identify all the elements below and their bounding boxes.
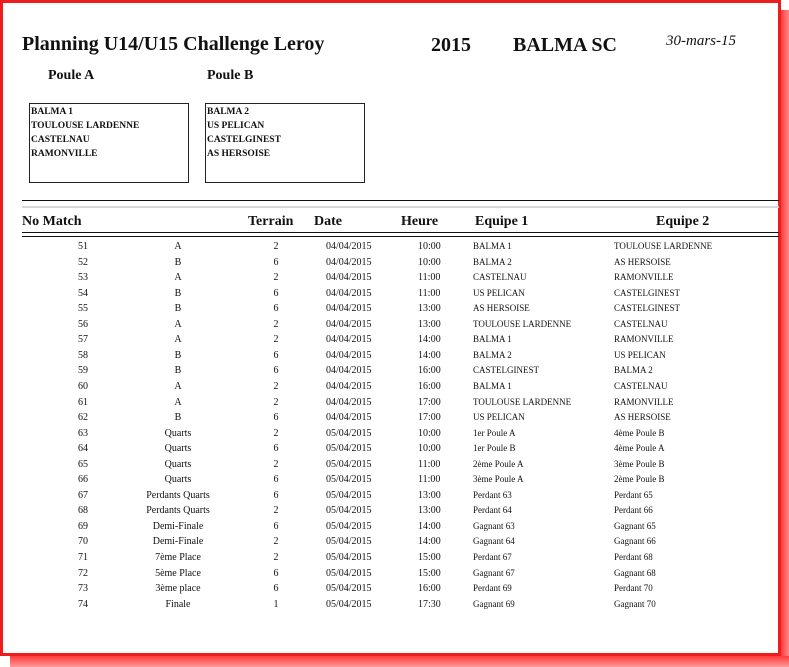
- match-team-2: Gagnant 66: [614, 536, 656, 547]
- match-time: 11:00: [418, 287, 441, 299]
- match-team-1: BALMA 1: [473, 380, 512, 391]
- match-team-1: Perdant 67: [473, 552, 512, 562]
- match-team-1: 3ème Poule A: [473, 474, 524, 485]
- match-terrain: 2: [273, 334, 279, 346]
- match-phase: B: [174, 412, 182, 424]
- match-team-2: TOULOUSE LARDENNE: [614, 241, 713, 251]
- match-time: 10:00: [418, 443, 441, 455]
- match-team-1: Gagnant 67: [473, 567, 515, 578]
- match-date: 04/04/2015: [326, 303, 372, 315]
- match-phase: B: [174, 256, 182, 268]
- match-phase: 3ème place: [155, 583, 201, 595]
- match-date: 05/04/2015: [326, 458, 372, 470]
- match-number: 55: [78, 303, 88, 315]
- match-time: 13:00: [418, 303, 441, 315]
- match-terrain: 2: [273, 380, 279, 392]
- match-number: 67: [78, 489, 88, 501]
- match-terrain: 2: [273, 458, 279, 470]
- match-phase: Quarts: [164, 474, 192, 486]
- match-team-2: 2ème Poule B: [614, 474, 665, 485]
- table-row: [3, 241, 778, 257]
- match-team-2: Gagnant 70: [614, 598, 656, 609]
- match-date: 04/04/2015: [326, 287, 372, 299]
- table-row: [3, 365, 778, 381]
- match-phase: A: [174, 396, 182, 408]
- match-date: 04/04/2015: [326, 272, 372, 284]
- match-team-1: TOULOUSE LARDENNE: [473, 396, 572, 407]
- table-top-rule-shade: [22, 206, 779, 208]
- match-team-1: Perdant 64: [473, 505, 512, 516]
- table-row: [3, 350, 778, 366]
- page-title: Planning U14/U15 Challenge Leroy: [22, 33, 325, 55]
- year-label: 2015: [431, 34, 471, 56]
- col-header-equipe-2: Equipe 2: [656, 214, 710, 229]
- match-team-1: BALMA 2: [473, 349, 512, 360]
- match-team-2: CASTELNAU: [614, 318, 668, 329]
- match-phase: Demi-Finale: [152, 536, 204, 548]
- match-terrain: 6: [273, 256, 279, 268]
- match-team-1: Gagnant 63: [473, 520, 515, 531]
- match-time: 11:00: [418, 458, 441, 470]
- match-team-2: CASTELGINEST: [614, 303, 680, 314]
- match-time: 17:00: [418, 412, 441, 424]
- match-team-1: BALMA 1: [473, 334, 512, 345]
- match-phase: Finale: [165, 598, 191, 610]
- poule-b-team: AS HERSOISE: [207, 149, 271, 159]
- match-time: 17:00: [418, 396, 441, 408]
- match-number: 59: [78, 365, 88, 377]
- match-terrain: 6: [273, 474, 279, 486]
- match-team-1: BALMA 1: [473, 241, 512, 251]
- match-terrain: 6: [273, 365, 279, 377]
- match-time: 10:00: [418, 427, 441, 439]
- table-top-rule: [22, 200, 779, 201]
- match-team-1: Perdant 69: [473, 583, 512, 594]
- match-number: 54: [78, 287, 88, 299]
- match-time: 16:00: [418, 380, 441, 392]
- match-team-2: AS HERSOISE: [614, 256, 671, 267]
- poule-a-heading: Poule A: [48, 68, 95, 83]
- match-phase: B: [174, 349, 182, 361]
- match-phase: Perdants Quarts: [146, 505, 210, 517]
- match-date: 04/04/2015: [326, 365, 372, 377]
- poule-a-team: TOULOUSE LARDENNE: [31, 121, 140, 131]
- match-date: 05/04/2015: [326, 583, 372, 595]
- match-terrain: 2: [273, 396, 279, 408]
- match-phase: Quarts: [164, 458, 192, 470]
- col-header-terrain: Terrain: [248, 214, 294, 229]
- match-time: 17:30: [418, 598, 441, 610]
- col-header-date: Date: [314, 214, 342, 229]
- match-phase: A: [174, 380, 182, 392]
- match-number: 73: [78, 583, 88, 595]
- table-row: [3, 552, 778, 568]
- poule-b-team: CASTELGINEST: [207, 135, 281, 145]
- match-terrain: 6: [273, 349, 279, 361]
- match-phase: 5ème Place: [155, 567, 201, 579]
- table-row: [3, 428, 778, 444]
- match-time: 10:00: [418, 256, 441, 268]
- match-time: 13:00: [418, 505, 441, 517]
- match-number: 74: [78, 598, 88, 610]
- match-date: 05/04/2015: [326, 443, 372, 455]
- match-date: 04/04/2015: [326, 412, 372, 424]
- match-team-1: CASTELNAU: [473, 272, 527, 283]
- match-team-1: Gagnant 69: [473, 598, 515, 609]
- match-number: 72: [78, 567, 88, 579]
- match-number: 51: [78, 241, 88, 252]
- club-name: BALMA SC: [513, 34, 617, 56]
- match-team-2: Perdant 65: [614, 489, 653, 500]
- match-phase: A: [174, 318, 182, 330]
- match-terrain: 2: [273, 241, 279, 252]
- col-header-heure: Heure: [401, 214, 439, 229]
- match-terrain: 6: [273, 412, 279, 424]
- match-number: 71: [78, 552, 88, 563]
- match-time: 10:00: [418, 241, 441, 252]
- match-team-2: CASTELGINEST: [614, 287, 680, 298]
- match-team-2: 4ème Poule A: [614, 443, 665, 454]
- poule-b-heading: Poule B: [207, 68, 254, 83]
- match-terrain: 2: [273, 272, 279, 284]
- match-team-2: Perdant 70: [614, 583, 653, 594]
- match-terrain: 2: [273, 536, 279, 548]
- table-row: [3, 443, 778, 459]
- match-terrain: 2: [273, 427, 279, 439]
- table-row: [3, 272, 778, 288]
- poule-a-team: CASTELNAU: [31, 135, 90, 145]
- match-team-1: US PELICAN: [473, 412, 525, 423]
- match-time: 11:00: [418, 474, 441, 486]
- table-row: [3, 412, 778, 428]
- match-date: 05/04/2015: [326, 598, 372, 610]
- match-team-1: 1er Poule B: [473, 443, 516, 454]
- poule-b-box: [205, 103, 365, 183]
- match-date: 05/04/2015: [326, 427, 372, 439]
- match-phase: B: [174, 303, 182, 315]
- match-phase: B: [174, 365, 182, 377]
- match-number: 56: [78, 318, 88, 330]
- match-date: 04/04/2015: [326, 334, 372, 346]
- match-terrain: 6: [273, 567, 279, 579]
- match-date: 04/04/2015: [326, 349, 372, 361]
- match-date: 05/04/2015: [326, 536, 372, 548]
- table-row: [3, 319, 778, 335]
- frame-shadow-bottom: [10, 656, 789, 667]
- table-row: [3, 459, 778, 475]
- match-number: 66: [78, 474, 88, 486]
- match-time: 14:00: [418, 520, 441, 532]
- match-number: 53: [78, 272, 88, 284]
- table-row: [3, 521, 778, 537]
- match-number: 58: [78, 349, 88, 361]
- match-terrain: 6: [273, 583, 279, 595]
- match-phase: A: [174, 272, 182, 284]
- match-time: 16:00: [418, 365, 441, 377]
- match-number: 63: [78, 427, 88, 439]
- match-terrain: 1: [273, 598, 279, 610]
- poule-a-team: BALMA 1: [31, 107, 73, 117]
- col-header-equipe-1: Equipe 1: [475, 214, 529, 229]
- match-time: 15:00: [418, 567, 441, 579]
- match-number: 62: [78, 412, 88, 424]
- match-team-2: RAMONVILLE: [614, 334, 674, 345]
- match-team-1: Gagnant 64: [473, 536, 515, 547]
- match-terrain: 6: [273, 287, 279, 299]
- match-number: 69: [78, 520, 88, 532]
- match-number: 65: [78, 458, 88, 470]
- match-team-2: RAMONVILLE: [614, 272, 674, 283]
- match-date: 05/04/2015: [326, 474, 372, 486]
- match-team-2: AS HERSOISE: [614, 412, 671, 423]
- match-terrain: 2: [273, 318, 279, 330]
- match-date: 04/04/2015: [326, 256, 372, 268]
- match-phase: B: [174, 287, 182, 299]
- match-date: 04/04/2015: [326, 396, 372, 408]
- match-team-2: Gagnant 68: [614, 567, 656, 578]
- match-phase: Quarts: [164, 443, 192, 455]
- match-phase: Perdants Quarts: [146, 489, 210, 501]
- match-phase: A: [174, 334, 182, 346]
- match-team-1: 2ème Poule A: [473, 458, 524, 469]
- table-row: [3, 583, 778, 599]
- frame-shadow-right: [781, 10, 789, 667]
- match-time: 14:00: [418, 536, 441, 548]
- match-team-1: Perdant 63: [473, 489, 512, 500]
- table-row: [3, 334, 778, 350]
- match-date: 05/04/2015: [326, 552, 372, 563]
- match-date: 05/04/2015: [326, 520, 372, 532]
- match-number: 60: [78, 380, 88, 392]
- poule-a-team: RAMONVILLE: [31, 149, 98, 159]
- table-row: [3, 474, 778, 490]
- table-row: [3, 381, 778, 397]
- match-time: 13:00: [418, 318, 441, 330]
- match-time: 11:00: [418, 272, 441, 284]
- match-phase: A: [174, 241, 182, 252]
- match-phase: Demi-Finale: [152, 520, 204, 532]
- match-terrain: 2: [273, 505, 279, 517]
- document-date: 30-mars-15: [666, 33, 736, 49]
- match-team-2: 4ème Poule B: [614, 427, 665, 438]
- table-row: [3, 257, 778, 273]
- match-number: 52: [78, 256, 88, 268]
- match-time: 16:00: [418, 583, 441, 595]
- match-team-2: Gagnant 65: [614, 520, 656, 531]
- match-team-2: CASTELNAU: [614, 380, 668, 391]
- table-row: [3, 505, 778, 521]
- table-row: [3, 599, 778, 615]
- match-time: 14:00: [418, 349, 441, 361]
- match-team-1: CASTELGINEST: [473, 365, 539, 376]
- match-date: 04/04/2015: [326, 380, 372, 392]
- match-time: 14:00: [418, 334, 441, 346]
- match-number: 70: [78, 536, 88, 548]
- match-team-1: BALMA 2: [473, 256, 512, 267]
- table-row: [3, 536, 778, 552]
- match-number: 61: [78, 396, 88, 408]
- table-row: [3, 397, 778, 413]
- match-terrain: 6: [273, 443, 279, 455]
- match-date: 05/04/2015: [326, 505, 372, 517]
- poule-b-team: US PELICAN: [207, 121, 265, 131]
- table-row: [3, 303, 778, 319]
- match-team-1: 1er Poule A: [473, 427, 516, 438]
- match-terrain: 6: [273, 489, 279, 501]
- match-date: 04/04/2015: [326, 318, 372, 330]
- match-team-1: AS HERSOISE: [473, 303, 530, 314]
- match-date: 04/04/2015: [326, 241, 372, 252]
- match-team-1: US PELICAN: [473, 287, 525, 298]
- match-terrain: 2: [273, 552, 279, 563]
- match-time: 15:00: [418, 552, 441, 563]
- match-number: 57: [78, 334, 88, 346]
- match-team-2: BALMA 2: [614, 365, 653, 376]
- poule-a-box: [29, 103, 189, 183]
- col-header-no-match: No Match: [22, 214, 82, 229]
- match-team-2: Perdant 68: [614, 552, 653, 562]
- table-row: [3, 288, 778, 304]
- match-team-1: TOULOUSE LARDENNE: [473, 318, 572, 329]
- match-team-2: RAMONVILLE: [614, 396, 674, 407]
- match-team-2: Perdant 66: [614, 505, 653, 516]
- match-phase: Quarts: [164, 427, 192, 439]
- match-time: 13:00: [418, 489, 441, 501]
- match-date: 05/04/2015: [326, 567, 372, 579]
- match-number: 68: [78, 505, 88, 517]
- match-phase: 7ème Place: [155, 552, 201, 563]
- match-team-2: 3ème Poule B: [614, 458, 665, 469]
- poule-b-team: BALMA 2: [207, 107, 249, 117]
- table-header-rule-2: [22, 236, 779, 237]
- match-number: 64: [78, 443, 88, 455]
- table-row: [3, 490, 778, 506]
- match-team-2: US PELICAN: [614, 349, 666, 360]
- match-date: 05/04/2015: [326, 489, 372, 501]
- match-terrain: 6: [273, 520, 279, 532]
- match-terrain: 6: [273, 303, 279, 315]
- table-row: [3, 568, 778, 584]
- table-header-rule: [22, 232, 779, 233]
